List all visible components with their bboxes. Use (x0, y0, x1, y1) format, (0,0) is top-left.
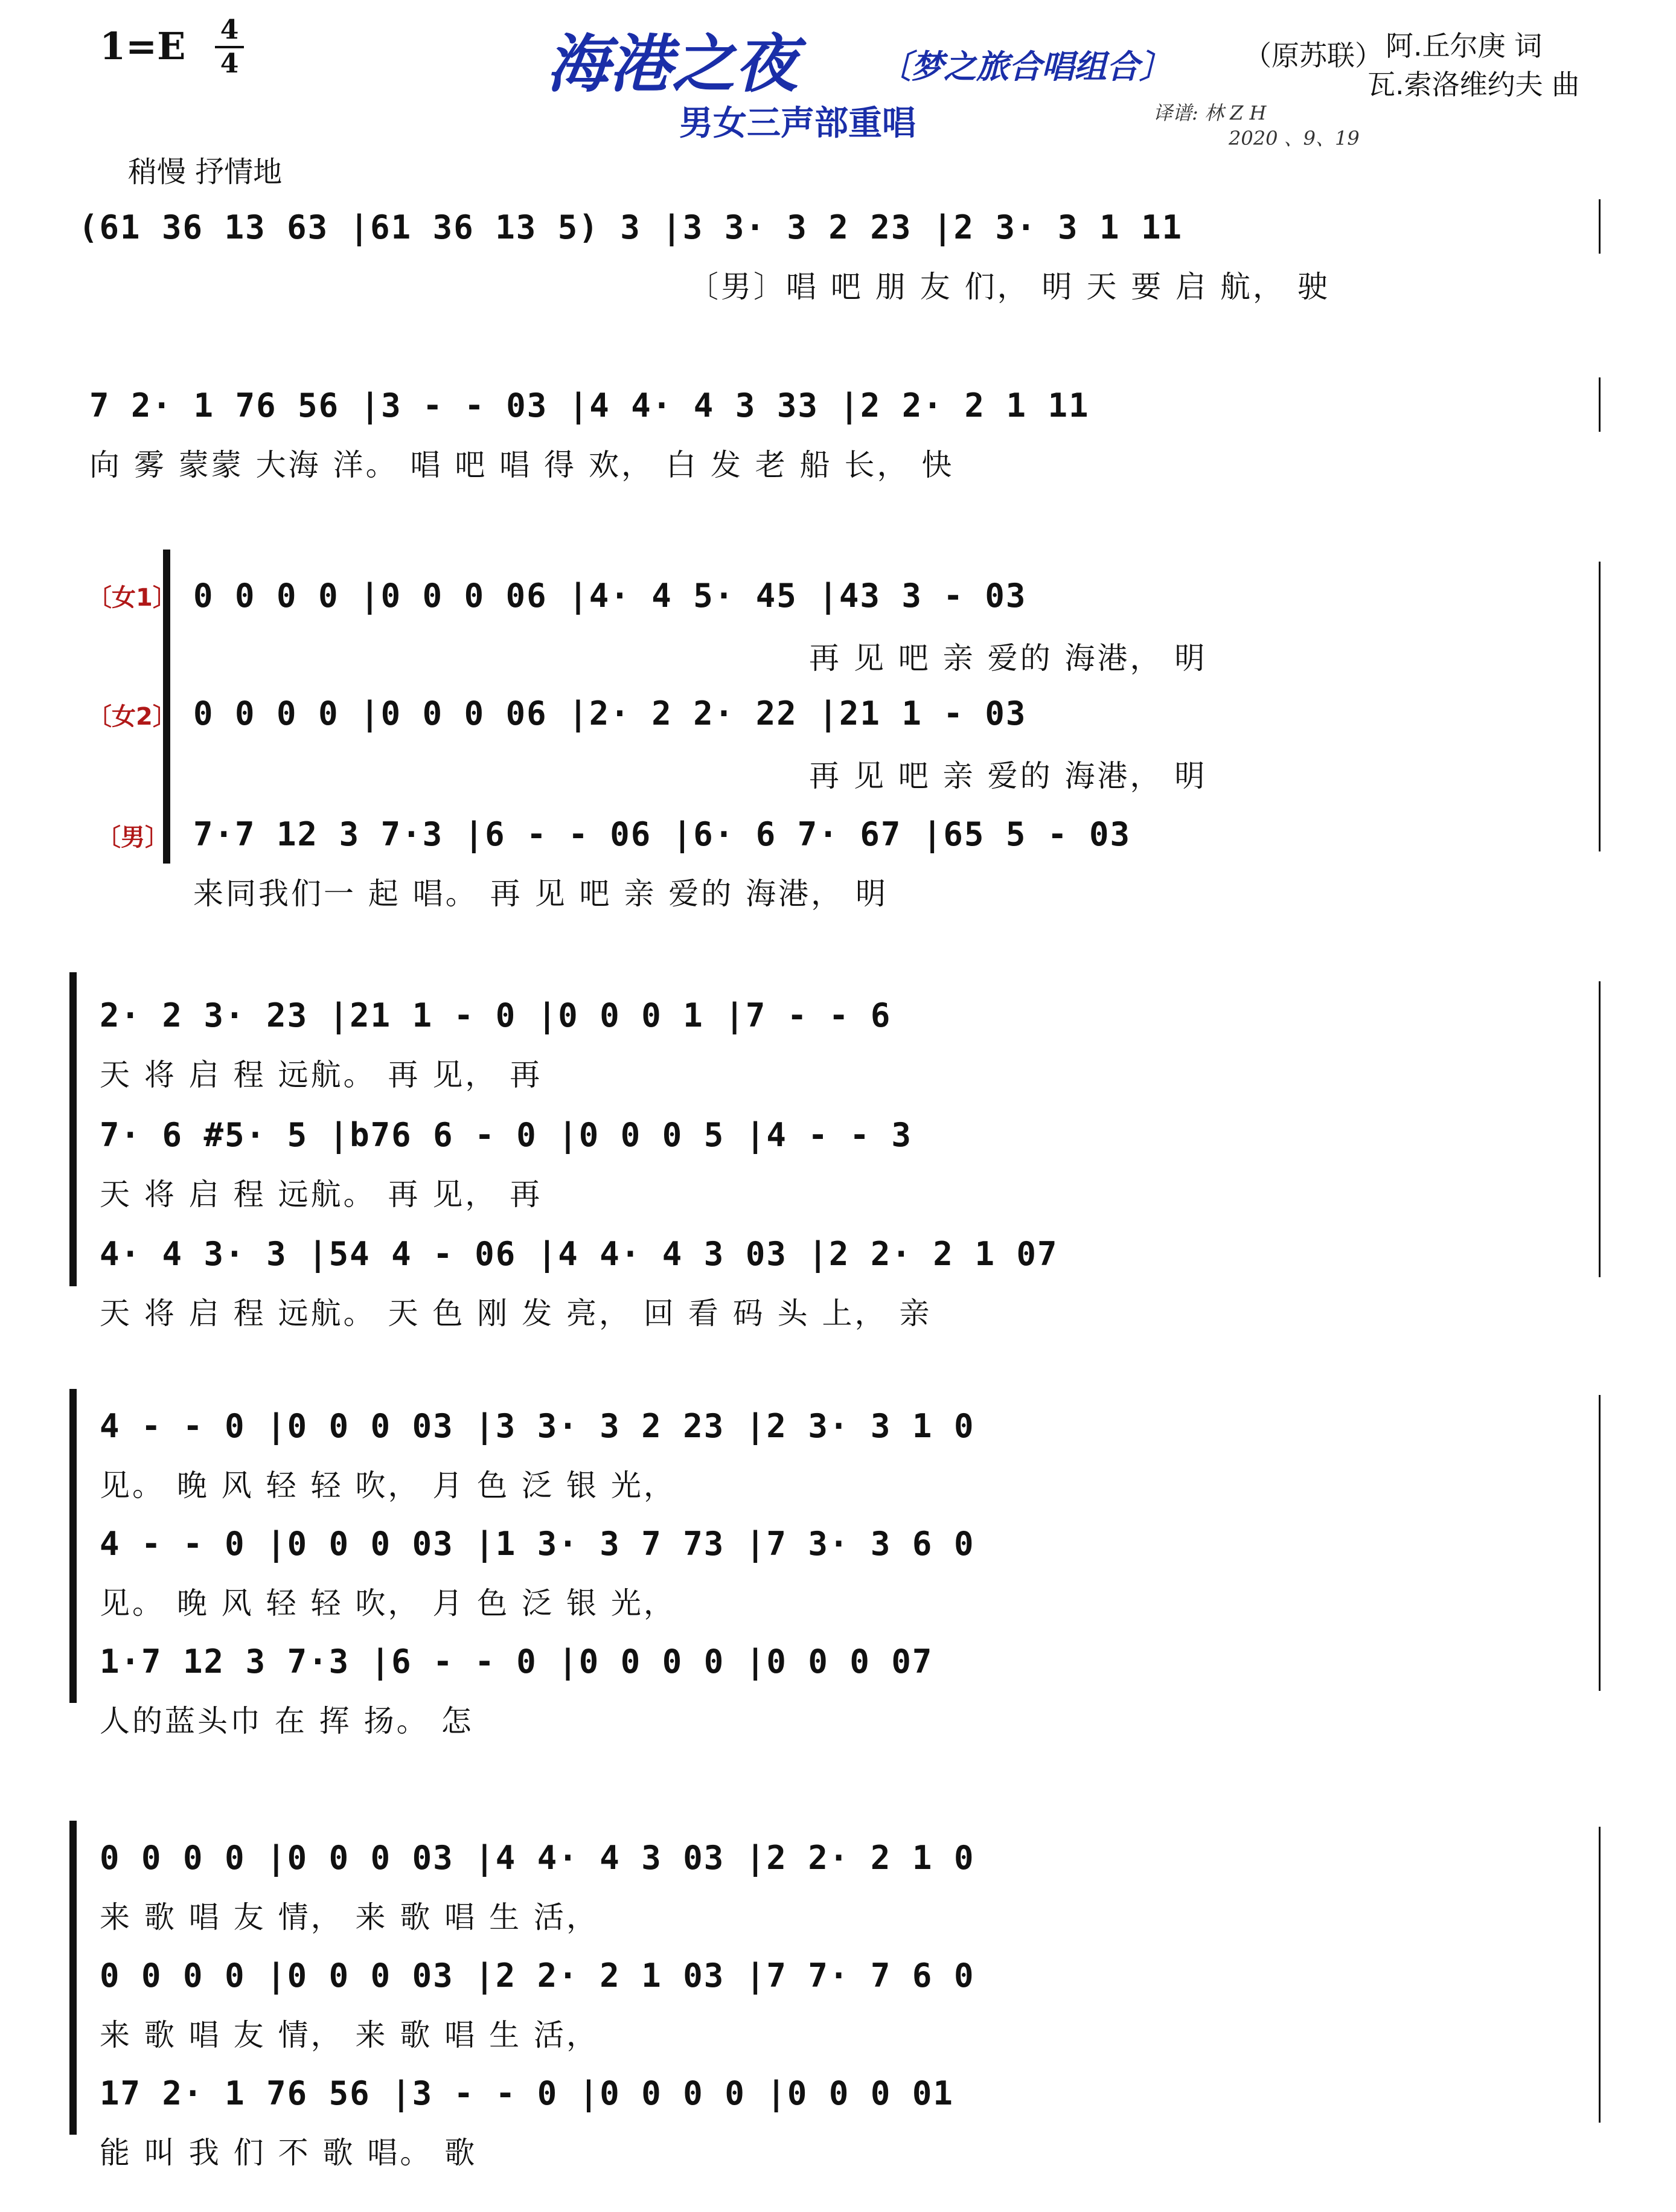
time-signature (211, 16, 248, 79)
barline (1599, 377, 1601, 432)
score-line: 0 0 0 0 |0 0 0 03 |4 4· 4 3 03 |2 2· 2 1 0 (100, 1839, 975, 1877)
score-line: 4 - - 0 |0 0 0 03 |1 3· 3 7 73 |7 3· 3 6 0 (100, 1525, 975, 1563)
lyric-line: 天 将 启 程 远航。 再 见， 再 (100, 1177, 543, 1212)
system-bracket (69, 1389, 84, 1703)
lyric-line: 天 将 启 程 远航。 再 见， 再 (100, 1057, 543, 1092)
lyric-line: 来 歌 唱 友 情， 来 歌 唱 生 活， (100, 2018, 600, 2053)
score-line: 4· 4 3· 3 |54 4 - 06 |4 4· 4 3 03 |2 2· 2 1 07 (100, 1235, 1058, 1273)
song-origin: （原苏联） (1244, 39, 1383, 72)
score-line: 1·7 12 3 7·3 |6 - - 0 |0 0 0 0 |0 0 0 07 (100, 1643, 933, 1681)
time-signature-bottom: 4 (220, 48, 239, 79)
lyric-line: 人的蓝头巾 在 挥 扬。 怎 (100, 1704, 474, 1739)
lyric-line: 再 见 吧 亲 爱的 海港， 明 (809, 758, 1207, 793)
performer-group: 〔梦之旅合唱组合〕 (878, 48, 1172, 86)
score-line: 7· 6 #5· 5 |b76 6 - 0 |0 0 0 5 |4 - - 3 (100, 1116, 912, 1154)
transcription-date: 2020 、9、19 (1229, 127, 1360, 150)
part-label-female1: 〔女1〕 (88, 584, 177, 612)
lyric-line: 见。 晚 风 轻 轻 吹， 月 色 泛 银 光， (100, 1586, 676, 1621)
barline (1599, 1395, 1601, 1691)
lyric-line: 天 将 启 程 远航。 天 色 刚 发 亮， 回 看 码 头 上， 亲 (100, 1296, 932, 1331)
score-line: 0 0 0 0 |0 0 0 06 |2· 2 2· 22 |21 1 - 03 (193, 694, 1027, 733)
score-line: 4 - - 0 |0 0 0 03 |3 3· 3 2 23 |2 3· 3 1 0 (100, 1407, 975, 1445)
barline (1599, 1827, 1601, 2123)
lyricist-credit: 阿.丘尔庚 词 (1386, 30, 1543, 62)
lyric-line: 再 见 吧 亲 爱的 海港， 明 (809, 641, 1207, 676)
lyric-line: 来 歌 唱 友 情， 来 歌 唱 生 活， (100, 1900, 600, 1935)
lyric-line: 来同我们一 起 唱。 再 见 吧 亲 爱的 海港， 明 (193, 876, 889, 911)
barline (1599, 199, 1601, 254)
score-line: 17 2· 1 76 56 |3 - - 0 |0 0 0 0 |0 0 0 01 (100, 2074, 954, 2112)
lyric-line: 见。 晚 风 轻 轻 吹， 月 色 泛 银 光， (100, 1468, 676, 1503)
score-line: 7 2· 1 76 56 |3 - - 03 |4 4· 4 3 33 |2 2· 2 1 11 (89, 386, 1090, 425)
composer-credit: 瓦.索洛维约夫 曲 (1367, 68, 1580, 101)
score-line: (61 36 13 63 |61 36 13 5) 3 |3 3· 3 2 23 |2 3· 3 1 11 (78, 208, 1183, 246)
tempo-marking: 稍慢 抒情地 (128, 155, 283, 189)
song-title: 海港之夜 (546, 27, 798, 101)
system-bracket (69, 1821, 84, 2135)
lyric-line: 向 雾 蒙蒙 大海 洋。 唱 吧 唱 得 欢， 白 发 老 船 长， 快 (89, 447, 955, 482)
system-bracket (69, 972, 84, 1286)
song-subtitle: 男女三声部重唱 (679, 104, 916, 143)
barline (1599, 562, 1601, 851)
score-line: 0 0 0 0 |0 0 0 03 |2 2· 2 1 03 |7 7· 7 6 0 (100, 1957, 975, 1995)
transcriber-credit: 译谱: 林 Z H (1153, 101, 1267, 124)
score-line: 7·7 12 3 7·3 |6 - - 06 |6· 6 7· 67 |65 5 - 03 (193, 815, 1131, 853)
lyric-line: 能 叫 我 们 不 歌 唱。 歌 (100, 2135, 478, 2170)
key-signature: 1=E (100, 24, 186, 68)
time-signature-top: 4 (220, 14, 239, 45)
part-label-male: 〔男〕 (97, 824, 169, 851)
barline (1599, 981, 1601, 1277)
score-line: 0 0 0 0 |0 0 0 06 |4· 4 5· 45 |43 3 - 03 (193, 577, 1027, 615)
score-line: 2· 2 3· 23 |21 1 - 0 |0 0 0 1 |7 - - 6 (100, 996, 892, 1034)
part-label-female2: 〔女2〕 (88, 703, 177, 731)
lyric-line: 〔男〕唱 吧 朋 友 们， 明 天 要 启 航， 驶 (688, 269, 1330, 304)
